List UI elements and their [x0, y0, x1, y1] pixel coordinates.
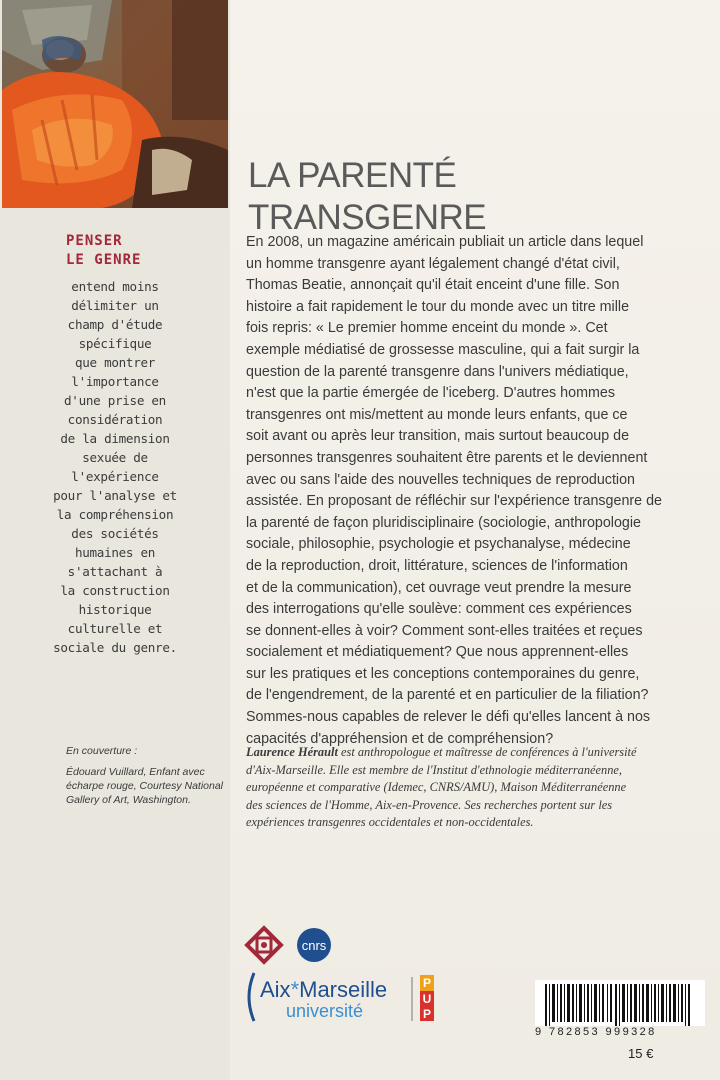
- author-bio-line: européenne et comparative (Idemec, CNRS/AMU), Maison Méditerranéenne: [246, 780, 627, 794]
- summary-line: des interrogations qu'elle soulève: comment ces expériences: [246, 601, 632, 618]
- amu-name-marseille: Marseille: [299, 977, 388, 1002]
- series-desc-line: sexuée de: [82, 450, 148, 465]
- series-desc-line: délimiter un: [71, 298, 159, 313]
- summary-line: exemple médiatisé de grossesse masculine, qui a fait surgir la: [246, 341, 640, 358]
- summary-line: fois repris: « Le premier homme enceint du monde ». Cet: [246, 320, 608, 337]
- barcode-bars: [535, 980, 705, 1026]
- price-label: 15 €: [628, 1046, 654, 1061]
- amu-logo: [249, 973, 387, 1021]
- cover-credit-heading: En couverture :: [66, 745, 138, 757]
- series-desc-line: de la dimension: [60, 431, 170, 446]
- amu-universite: université: [286, 1001, 364, 1021]
- summary-line: sur les pratiques et les conceptions contemporaines du genre,: [246, 665, 640, 682]
- summary-line: se donnent-elles à voir? Comment sont-elles traitées et reçues: [246, 622, 643, 639]
- author-bio-line-1: [246, 744, 706, 762]
- painting-image: [2, 0, 228, 208]
- series-desc-line: que montrer: [74, 355, 156, 370]
- author-name: Laurence Hérault: [246, 745, 338, 759]
- series-desc-line: spécifique: [78, 336, 152, 351]
- summary-line: En 2008, un magazine américain publiait un article dans lequel: [246, 234, 644, 250]
- press-letter: P: [422, 1007, 432, 1021]
- barcode-number: 9 782853 999328: [535, 1026, 657, 1038]
- credit-spacer: [66, 758, 236, 765]
- author-bio-line: expériences transgenres occidentales et non-occidentales.: [246, 815, 534, 829]
- logos-svg: [240, 925, 460, 1035]
- series-name: [66, 232, 141, 270]
- series-desc-line: des sociétés: [71, 526, 159, 541]
- series-desc-line: humaines en: [74, 545, 156, 560]
- summary-line: capacités d'appréhension et de compréhension?: [246, 730, 554, 747]
- cover-credit-line: Édouard Vuillard, Enfant avec: [66, 766, 205, 778]
- title-line-1: LA PARENTÉ: [248, 156, 457, 196]
- series-name-line-2: LE GENRE: [66, 252, 142, 268]
- series-desc-line: culturelle et: [67, 621, 163, 636]
- series-name-line-1: PENSER: [66, 233, 123, 249]
- summary-line: assistée. En proposant de réfléchir sur l'expérience transgenre de: [246, 493, 662, 510]
- title-line-2: TRANSGENRE: [248, 198, 487, 238]
- cover-painting-detail: [2, 0, 228, 208]
- summary-line: n'est que la partie émergée de l'iceberg. D'autres hommes: [246, 385, 615, 402]
- summary-line: Thomas Beatie, annonçait qu'il était enceint d'une fille. Son: [246, 277, 620, 294]
- summary-line: Sommes-nous capables de relever le défi qu'elles lancent à nos: [246, 709, 651, 726]
- amu-star: *: [290, 977, 300, 1002]
- series-desc-line: pour l'analyse et: [53, 488, 177, 503]
- summary-line: et de la communication), cet ouvrage veut prendre la mesure: [246, 579, 632, 596]
- summary-line: histoire a fait rapidement le tour du monde avec un titre mille: [246, 298, 630, 315]
- series-desc-line: d'une prise en: [64, 393, 166, 408]
- book-summary: [246, 232, 692, 750]
- amu-name-aix: Aix: [260, 977, 291, 1002]
- publisher-logos: [240, 925, 460, 1035]
- cover-credit: [66, 744, 236, 807]
- series-desc-line: s'attachant à: [67, 564, 163, 579]
- press-logo: [412, 975, 434, 1021]
- summary-line: soit avant ou après leur transition, mais surtout beaucoup de: [246, 428, 630, 445]
- summary-line: de l'engendrement, de la parenté et en particulier de la filiation?: [246, 687, 649, 704]
- cover-credit-line: Gallery of Art, Washington.: [66, 794, 191, 806]
- series-desc-line: historique: [78, 602, 152, 617]
- book-title: [248, 155, 688, 239]
- summary-line: de la reproduction, droit, littérature, sciences de l'information: [246, 557, 628, 574]
- series-desc-line: la compréhension: [56, 507, 174, 522]
- cover-credit-line: écharpe rouge, Courtesy National: [66, 780, 224, 792]
- summary-line: personnes transgenres souhaitent être parents et le deviennent: [246, 449, 648, 466]
- summary-line: socialement et médiatiquement? Que nous apprennent-elles: [246, 644, 629, 661]
- cnrs-logo: [297, 928, 331, 962]
- summary-line: question de la parenté transgenre dans l'univers médiatique,: [246, 363, 629, 380]
- author-bio-line: des sciences de l'Homme, Aix-en-Provence. Ses recherches portent sur les: [246, 797, 613, 812]
- amu-name: [260, 977, 387, 1002]
- press-letter: U: [422, 992, 432, 1006]
- series-desc-line: sociale du genre.: [53, 640, 177, 655]
- summary-line: un homme transgenre ayant légalement changé d'état civil,: [246, 255, 620, 272]
- series-desc-line: entend moins: [71, 279, 159, 294]
- series-description: [4, 277, 226, 657]
- author-bio-line: d'Aix-Marseille. Elle est membre de l'Institut d'ethnologie méditerranéenne,: [246, 762, 623, 777]
- press-letter: P: [422, 976, 432, 990]
- summary-line: avec ou sans l'aide des nouvelles techniques de reproduction: [246, 471, 636, 488]
- series-desc-line: champ d'étude: [67, 317, 163, 332]
- summary-line: transgenres ont mis/mettent au monde leurs enfants, que ce: [246, 406, 628, 423]
- barcode: [535, 980, 705, 1028]
- series-desc-line: l'importance: [71, 374, 159, 389]
- series-desc-line: la construction: [60, 583, 170, 598]
- series-desc-line: considération: [67, 412, 163, 427]
- cnrs-logo-text: cnrs: [301, 938, 327, 953]
- author-bio-line-1-text: est anthropologue et maîtresse de conférences à l'université: [337, 745, 637, 759]
- idemec-knot-icon: [247, 928, 281, 962]
- summary-line: sociale, philosophie, psychologie et psychanalyse, médecine: [246, 536, 631, 553]
- summary-line: la parenté de façon pluridisciplinaire (sociologie, anthropologie: [246, 514, 642, 531]
- author-bio: [246, 744, 706, 832]
- series-desc-line: l'expérience: [71, 469, 159, 484]
